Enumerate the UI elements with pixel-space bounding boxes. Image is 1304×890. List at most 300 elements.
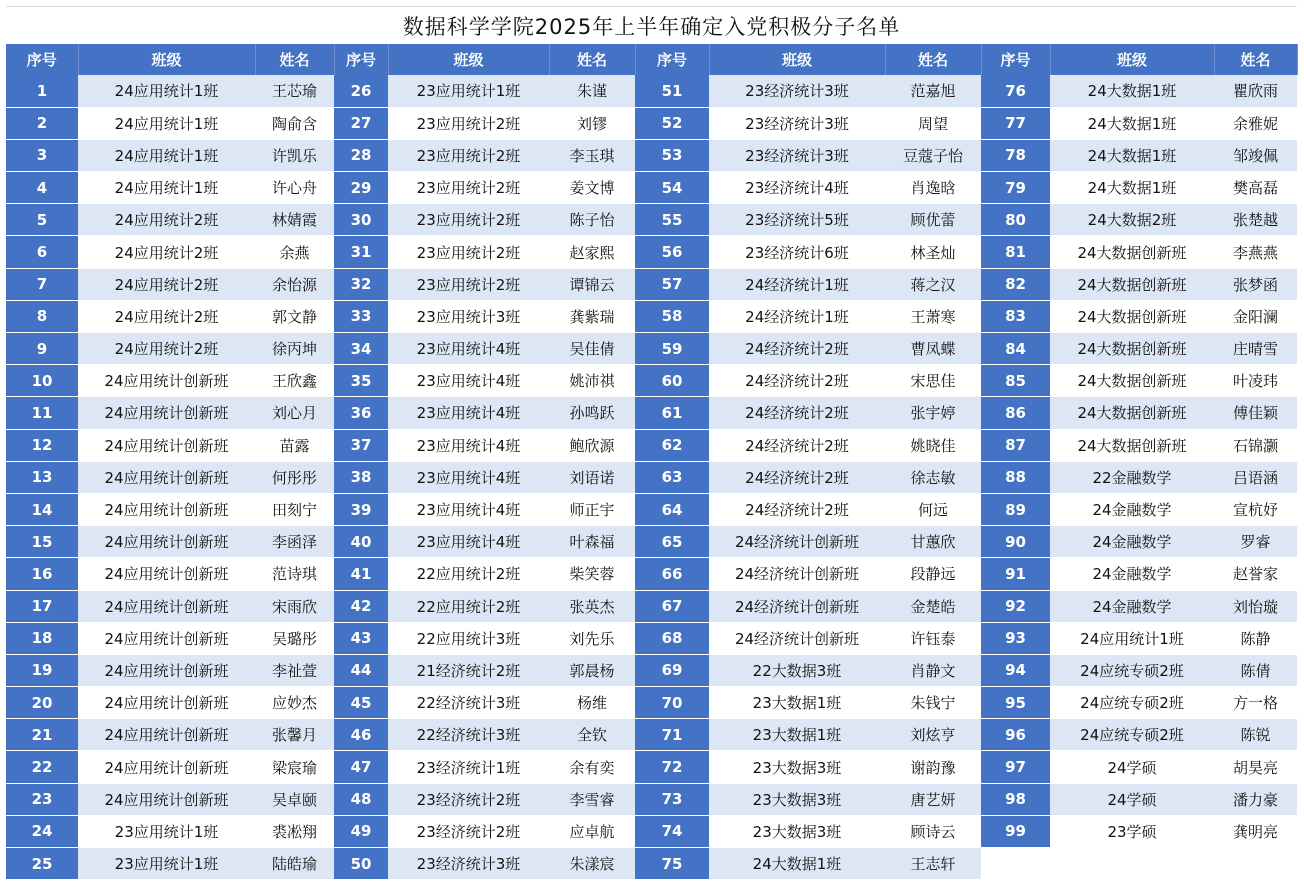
cell-seq[interactable]: 58: [635, 300, 709, 332]
cell-class[interactable]: 24应用统计创新班: [78, 622, 255, 654]
cell-name[interactable]: 瞿欣雨: [1214, 75, 1297, 107]
cell-seq[interactable]: 89: [981, 493, 1050, 525]
cell-class[interactable]: 24大数据创新班: [1050, 397, 1214, 429]
cell-class[interactable]: 24学硕: [1050, 783, 1214, 815]
cell-seq[interactable]: 69: [635, 654, 709, 686]
cell-seq[interactable]: 86: [981, 397, 1050, 429]
cell-name[interactable]: 龚明亮: [1214, 815, 1297, 847]
cell-seq[interactable]: 45: [334, 687, 388, 719]
cell-name[interactable]: 龚紫瑞: [549, 300, 635, 332]
cell-seq[interactable]: 65: [635, 526, 709, 558]
cell-class[interactable]: 24经济统计创新班: [709, 590, 885, 622]
cell-class[interactable]: 24应用统计1班: [78, 75, 255, 107]
cell-class[interactable]: 23经济统计3班: [709, 139, 885, 171]
cell-class[interactable]: 22应用统计3班: [388, 622, 549, 654]
cell-class[interactable]: 22经济统计3班: [388, 719, 549, 751]
cell-seq[interactable]: 2: [6, 107, 78, 139]
cell-seq[interactable]: 68: [635, 622, 709, 654]
cell-name[interactable]: 叶森福: [549, 526, 635, 558]
cell-name[interactable]: 傅佳颖: [1214, 397, 1297, 429]
cell-name[interactable]: 陆皓瑜: [255, 848, 334, 880]
cell-seq[interactable]: 77: [981, 107, 1050, 139]
cell-name[interactable]: 刘心月: [255, 397, 334, 429]
cell-class[interactable]: 24应用统计1班: [78, 107, 255, 139]
header-class[interactable]: 班级: [78, 44, 255, 75]
cell-class[interactable]: 24应用统计1班: [78, 172, 255, 204]
cell-name[interactable]: 李雪睿: [549, 783, 635, 815]
cell-name[interactable]: 豆蔻子怡: [885, 139, 981, 171]
cell-class[interactable]: 24应用统计1班: [78, 139, 255, 171]
cell-class[interactable]: 24大数据创新班: [1050, 236, 1214, 268]
cell-name[interactable]: 吴佳倩: [549, 333, 635, 365]
cell-name[interactable]: 徐志敏: [885, 461, 981, 493]
cell-seq[interactable]: 23: [6, 783, 78, 815]
cell-class[interactable]: 23应用统计4班: [388, 526, 549, 558]
cell-seq[interactable]: 21: [6, 719, 78, 751]
cell-class[interactable]: 23大数据1班: [709, 719, 885, 751]
header-seq[interactable]: 序号: [635, 44, 709, 75]
cell-name[interactable]: 唐艺妍: [885, 783, 981, 815]
cell-seq[interactable]: 10: [6, 365, 78, 397]
cell-name[interactable]: 肖静文: [885, 654, 981, 686]
header-name[interactable]: 姓名: [549, 44, 635, 75]
cell-class[interactable]: 22金融数学: [1050, 461, 1214, 493]
cell-seq[interactable]: 3: [6, 139, 78, 171]
cell-class[interactable]: 24经济统计2班: [709, 397, 885, 429]
cell-class[interactable]: 23应用统计1班: [388, 75, 549, 107]
cell-seq[interactable]: 24: [6, 815, 78, 847]
cell-name[interactable]: 范诗琪: [255, 558, 334, 590]
cell-name[interactable]: 吕语涵: [1214, 461, 1297, 493]
cell-class[interactable]: 24应用统计创新班: [78, 751, 255, 783]
cell-name[interactable]: 陈子怡: [549, 204, 635, 236]
empty-cell[interactable]: [981, 848, 1050, 880]
cell-seq[interactable]: 4: [6, 172, 78, 204]
cell-class[interactable]: 23应用统计2班: [388, 139, 549, 171]
cell-name[interactable]: 姜文博: [549, 172, 635, 204]
cell-name[interactable]: 郭文静: [255, 300, 334, 332]
cell-seq[interactable]: 94: [981, 654, 1050, 686]
cell-class[interactable]: 23经济统计1班: [388, 751, 549, 783]
cell-class[interactable]: 24大数据1班: [1050, 107, 1214, 139]
cell-class[interactable]: 23应用统计4班: [388, 493, 549, 525]
cell-class[interactable]: 24金融数学: [1050, 558, 1214, 590]
cell-seq[interactable]: 20: [6, 687, 78, 719]
cell-name[interactable]: 鲍欣源: [549, 429, 635, 461]
cell-name[interactable]: 谭锦云: [549, 268, 635, 300]
cell-name[interactable]: 陈锐: [1214, 719, 1297, 751]
cell-class[interactable]: 23经济统计3班: [709, 75, 885, 107]
cell-class[interactable]: 24金融数学: [1050, 526, 1214, 558]
cell-name[interactable]: 邹竣佩: [1214, 139, 1297, 171]
cell-class[interactable]: 24应用统计创新班: [78, 654, 255, 686]
cell-name[interactable]: 陈倩: [1214, 654, 1297, 686]
cell-name[interactable]: 陶俞含: [255, 107, 334, 139]
cell-class[interactable]: 24应用统计创新班: [78, 590, 255, 622]
cell-class[interactable]: 21经济统计2班: [388, 654, 549, 686]
cell-name[interactable]: 潘力豪: [1214, 783, 1297, 815]
cell-seq[interactable]: 5: [6, 204, 78, 236]
cell-name[interactable]: 林婧霞: [255, 204, 334, 236]
cell-class[interactable]: 24经济统计2班: [709, 333, 885, 365]
cell-seq[interactable]: 71: [635, 719, 709, 751]
cell-name[interactable]: 师正宇: [549, 493, 635, 525]
cell-class[interactable]: 23应用统计3班: [388, 300, 549, 332]
cell-seq[interactable]: 33: [334, 300, 388, 332]
cell-class[interactable]: 23经济统计6班: [709, 236, 885, 268]
cell-name[interactable]: 庄晴雪: [1214, 333, 1297, 365]
header-class[interactable]: 班级: [1050, 44, 1214, 75]
header-class[interactable]: 班级: [709, 44, 885, 75]
cell-class[interactable]: 23应用统计2班: [388, 204, 549, 236]
cell-class[interactable]: 24经济统计2班: [709, 493, 885, 525]
cell-seq[interactable]: 56: [635, 236, 709, 268]
cell-seq[interactable]: 48: [334, 783, 388, 815]
cell-name[interactable]: 宣杭妤: [1214, 493, 1297, 525]
cell-seq[interactable]: 75: [635, 848, 709, 880]
cell-class[interactable]: 23应用统计4班: [388, 333, 549, 365]
cell-seq[interactable]: 7: [6, 268, 78, 300]
header-name[interactable]: 姓名: [885, 44, 981, 75]
cell-class[interactable]: 22应用统计2班: [388, 558, 549, 590]
cell-seq[interactable]: 52: [635, 107, 709, 139]
cell-name[interactable]: 应卓航: [549, 815, 635, 847]
cell-class[interactable]: 24应统专硕2班: [1050, 719, 1214, 751]
cell-seq[interactable]: 15: [6, 526, 78, 558]
cell-seq[interactable]: 53: [635, 139, 709, 171]
cell-class[interactable]: 24应用统计2班: [78, 333, 255, 365]
cell-name[interactable]: 王志轩: [885, 848, 981, 880]
cell-seq[interactable]: 92: [981, 590, 1050, 622]
cell-name[interactable]: 宋思佳: [885, 365, 981, 397]
cell-name[interactable]: 宋雨欣: [255, 590, 334, 622]
cell-name[interactable]: 许凯乐: [255, 139, 334, 171]
cell-class[interactable]: 23大数据3班: [709, 783, 885, 815]
cell-name[interactable]: 全钦: [549, 719, 635, 751]
cell-class[interactable]: 23应用统计4班: [388, 397, 549, 429]
cell-name[interactable]: 张梦函: [1214, 268, 1297, 300]
cell-seq[interactable]: 61: [635, 397, 709, 429]
cell-seq[interactable]: 27: [334, 107, 388, 139]
cell-name[interactable]: 朱漾宸: [549, 848, 635, 880]
cell-name[interactable]: 孙鸣跃: [549, 397, 635, 429]
cell-class[interactable]: 23经济统计4班: [709, 172, 885, 204]
cell-name[interactable]: 林圣灿: [885, 236, 981, 268]
cell-name[interactable]: 吴璐彤: [255, 622, 334, 654]
cell-name[interactable]: 朱谨: [549, 75, 635, 107]
cell-seq[interactable]: 67: [635, 590, 709, 622]
cell-seq[interactable]: 59: [635, 333, 709, 365]
cell-name[interactable]: 樊高磊: [1214, 172, 1297, 204]
cell-class[interactable]: 24应用统计创新班: [78, 558, 255, 590]
cell-name[interactable]: 范嘉旭: [885, 75, 981, 107]
cell-name[interactable]: 田刻宁: [255, 493, 334, 525]
cell-seq[interactable]: 83: [981, 300, 1050, 332]
cell-class[interactable]: 23应用统计2班: [388, 172, 549, 204]
cell-class[interactable]: 23大数据3班: [709, 751, 885, 783]
cell-seq[interactable]: 64: [635, 493, 709, 525]
cell-class[interactable]: 24应统专硕2班: [1050, 654, 1214, 686]
cell-name[interactable]: 张英杰: [549, 590, 635, 622]
cell-name[interactable]: 金阳澜: [1214, 300, 1297, 332]
cell-seq[interactable]: 42: [334, 590, 388, 622]
cell-seq[interactable]: 28: [334, 139, 388, 171]
header-name[interactable]: 姓名: [1214, 44, 1297, 75]
cell-seq[interactable]: 72: [635, 751, 709, 783]
cell-name[interactable]: 张楚越: [1214, 204, 1297, 236]
cell-seq[interactable]: 49: [334, 815, 388, 847]
cell-name[interactable]: 赵誉家: [1214, 558, 1297, 590]
cell-class[interactable]: 24经济统计1班: [709, 300, 885, 332]
cell-class[interactable]: 24经济统计2班: [709, 365, 885, 397]
cell-class[interactable]: 24应用统计2班: [78, 268, 255, 300]
cell-seq[interactable]: 8: [6, 300, 78, 332]
cell-name[interactable]: 应妙杰: [255, 687, 334, 719]
cell-class[interactable]: 23经济统计2班: [388, 783, 549, 815]
header-seq[interactable]: 序号: [981, 44, 1050, 75]
cell-class[interactable]: 24经济统计2班: [709, 429, 885, 461]
cell-seq[interactable]: 32: [334, 268, 388, 300]
cell-class[interactable]: 24应用统计创新班: [78, 719, 255, 751]
cell-name[interactable]: 余有奕: [549, 751, 635, 783]
cell-name[interactable]: 谢韵豫: [885, 751, 981, 783]
cell-seq[interactable]: 57: [635, 268, 709, 300]
cell-seq[interactable]: 81: [981, 236, 1050, 268]
cell-class[interactable]: 24学硕: [1050, 751, 1214, 783]
cell-seq[interactable]: 43: [334, 622, 388, 654]
cell-seq[interactable]: 50: [334, 848, 388, 880]
cell-class[interactable]: 23应用统计2班: [388, 268, 549, 300]
cell-seq[interactable]: 11: [6, 397, 78, 429]
cell-class[interactable]: 24大数据2班: [1050, 204, 1214, 236]
cell-name[interactable]: 王萧寒: [885, 300, 981, 332]
cell-class[interactable]: 24金融数学: [1050, 493, 1214, 525]
cell-seq[interactable]: 93: [981, 622, 1050, 654]
cell-name[interactable]: 姚晓佳: [885, 429, 981, 461]
cell-class[interactable]: 24经济统计创新班: [709, 526, 885, 558]
cell-name[interactable]: 柴笑蓉: [549, 558, 635, 590]
cell-name[interactable]: 裘凇翔: [255, 815, 334, 847]
cell-seq[interactable]: 73: [635, 783, 709, 815]
cell-name[interactable]: 金楚皓: [885, 590, 981, 622]
cell-name[interactable]: 余雅妮: [1214, 107, 1297, 139]
cell-class[interactable]: 24大数据创新班: [1050, 268, 1214, 300]
cell-seq[interactable]: 26: [334, 75, 388, 107]
cell-class[interactable]: 24应统专硕2班: [1050, 687, 1214, 719]
cell-seq[interactable]: 29: [334, 172, 388, 204]
cell-class[interactable]: 24经济统计2班: [709, 461, 885, 493]
cell-name[interactable]: 李函泽: [255, 526, 334, 558]
cell-class[interactable]: 24应用统计创新班: [78, 429, 255, 461]
cell-seq[interactable]: 22: [6, 751, 78, 783]
cell-class[interactable]: 23应用统计4班: [388, 461, 549, 493]
cell-class[interactable]: 23应用统计1班: [78, 815, 255, 847]
empty-cell[interactable]: [1214, 848, 1297, 880]
cell-seq[interactable]: 76: [981, 75, 1050, 107]
cell-name[interactable]: 罗睿: [1214, 526, 1297, 558]
cell-seq[interactable]: 1: [6, 75, 78, 107]
cell-seq[interactable]: 36: [334, 397, 388, 429]
cell-name[interactable]: 余燕: [255, 236, 334, 268]
cell-seq[interactable]: 80: [981, 204, 1050, 236]
cell-class[interactable]: 24经济统计1班: [709, 268, 885, 300]
cell-seq[interactable]: 38: [334, 461, 388, 493]
cell-seq[interactable]: 12: [6, 429, 78, 461]
cell-seq[interactable]: 55: [635, 204, 709, 236]
cell-class[interactable]: 23应用统计4班: [388, 429, 549, 461]
cell-name[interactable]: 许心舟: [255, 172, 334, 204]
cell-class[interactable]: 24应用统计创新班: [78, 526, 255, 558]
cell-seq[interactable]: 84: [981, 333, 1050, 365]
cell-seq[interactable]: 14: [6, 493, 78, 525]
cell-class[interactable]: 24应用统计创新班: [78, 783, 255, 815]
cell-seq[interactable]: 35: [334, 365, 388, 397]
cell-name[interactable]: 陈静: [1214, 622, 1297, 654]
cell-class[interactable]: 24金融数学: [1050, 590, 1214, 622]
cell-class[interactable]: 24应用统计2班: [78, 300, 255, 332]
cell-name[interactable]: 梁宸瑜: [255, 751, 334, 783]
cell-name[interactable]: 段静远: [885, 558, 981, 590]
cell-name[interactable]: 何彤彤: [255, 461, 334, 493]
header-seq[interactable]: 序号: [334, 44, 388, 75]
cell-class[interactable]: 22经济统计3班: [388, 687, 549, 719]
cell-seq[interactable]: 85: [981, 365, 1050, 397]
cell-seq[interactable]: 88: [981, 461, 1050, 493]
header-name[interactable]: 姓名: [255, 44, 334, 75]
cell-seq[interactable]: 90: [981, 526, 1050, 558]
cell-seq[interactable]: 40: [334, 526, 388, 558]
header-class[interactable]: 班级: [388, 44, 549, 75]
cell-seq[interactable]: 17: [6, 590, 78, 622]
cell-name[interactable]: 李燕燕: [1214, 236, 1297, 268]
cell-class[interactable]: 24大数据创新班: [1050, 365, 1214, 397]
cell-class[interactable]: 23经济统计3班: [709, 107, 885, 139]
cell-name[interactable]: 顾诗云: [885, 815, 981, 847]
cell-name[interactable]: 王芯瑜: [255, 75, 334, 107]
cell-name[interactable]: 周望: [885, 107, 981, 139]
cell-seq[interactable]: 82: [981, 268, 1050, 300]
cell-seq[interactable]: 98: [981, 783, 1050, 815]
cell-seq[interactable]: 44: [334, 654, 388, 686]
cell-name[interactable]: 赵家熙: [549, 236, 635, 268]
cell-seq[interactable]: 13: [6, 461, 78, 493]
cell-name[interactable]: 朱钱宁: [885, 687, 981, 719]
cell-seq[interactable]: 30: [334, 204, 388, 236]
cell-class[interactable]: 23学硕: [1050, 815, 1214, 847]
cell-class[interactable]: 24大数据创新班: [1050, 300, 1214, 332]
cell-name[interactable]: 石锦灏: [1214, 429, 1297, 461]
cell-class[interactable]: 24大数据创新班: [1050, 429, 1214, 461]
cell-seq[interactable]: 18: [6, 622, 78, 654]
cell-seq[interactable]: 25: [6, 848, 78, 880]
cell-name[interactable]: 王欣鑫: [255, 365, 334, 397]
cell-seq[interactable]: 79: [981, 172, 1050, 204]
cell-name[interactable]: 许钰泰: [885, 622, 981, 654]
cell-name[interactable]: 余怡源: [255, 268, 334, 300]
cell-name[interactable]: 蒋之汉: [885, 268, 981, 300]
cell-seq[interactable]: 63: [635, 461, 709, 493]
cell-name[interactable]: 叶凌玮: [1214, 365, 1297, 397]
cell-seq[interactable]: 46: [334, 719, 388, 751]
cell-class[interactable]: 23经济统计2班: [388, 815, 549, 847]
cell-class[interactable]: 24应用统计创新班: [78, 461, 255, 493]
cell-seq[interactable]: 78: [981, 139, 1050, 171]
cell-seq[interactable]: 31: [334, 236, 388, 268]
cell-seq[interactable]: 66: [635, 558, 709, 590]
cell-seq[interactable]: 19: [6, 654, 78, 686]
cell-name[interactable]: 顾优蕾: [885, 204, 981, 236]
cell-seq[interactable]: 34: [334, 333, 388, 365]
cell-name[interactable]: 张宇婷: [885, 397, 981, 429]
cell-name[interactable]: 刘怡璇: [1214, 590, 1297, 622]
cell-name[interactable]: 何远: [885, 493, 981, 525]
cell-seq[interactable]: 37: [334, 429, 388, 461]
cell-class[interactable]: 22大数据3班: [709, 654, 885, 686]
cell-name[interactable]: 刘先乐: [549, 622, 635, 654]
cell-name[interactable]: 张馨月: [255, 719, 334, 751]
cell-class[interactable]: 23大数据3班: [709, 815, 885, 847]
cell-seq[interactable]: 47: [334, 751, 388, 783]
cell-class[interactable]: 23经济统计5班: [709, 204, 885, 236]
cell-seq[interactable]: 99: [981, 815, 1050, 847]
cell-class[interactable]: 23大数据1班: [709, 687, 885, 719]
cell-seq[interactable]: 41: [334, 558, 388, 590]
cell-seq[interactable]: 54: [635, 172, 709, 204]
cell-name[interactable]: 姚沛祺: [549, 365, 635, 397]
cell-seq[interactable]: 62: [635, 429, 709, 461]
cell-class[interactable]: 24大数据1班: [709, 848, 885, 880]
cell-seq[interactable]: 16: [6, 558, 78, 590]
cell-name[interactable]: 李玉琪: [549, 139, 635, 171]
cell-seq[interactable]: 96: [981, 719, 1050, 751]
cell-seq[interactable]: 51: [635, 75, 709, 107]
cell-class[interactable]: 24应用统计2班: [78, 204, 255, 236]
cell-class[interactable]: 23应用统计4班: [388, 365, 549, 397]
cell-class[interactable]: 24应用统计创新班: [78, 687, 255, 719]
cell-name[interactable]: 刘语诺: [549, 461, 635, 493]
cell-seq[interactable]: 91: [981, 558, 1050, 590]
cell-class[interactable]: 24经济统计创新班: [709, 558, 885, 590]
cell-seq[interactable]: 6: [6, 236, 78, 268]
cell-class[interactable]: 24应用统计创新班: [78, 397, 255, 429]
cell-class[interactable]: 24应用统计创新班: [78, 365, 255, 397]
cell-name[interactable]: 杨维: [549, 687, 635, 719]
cell-class[interactable]: 24大数据1班: [1050, 139, 1214, 171]
cell-class[interactable]: 24大数据创新班: [1050, 333, 1214, 365]
cell-seq[interactable]: 70: [635, 687, 709, 719]
cell-name[interactable]: 郭晨杨: [549, 654, 635, 686]
cell-name[interactable]: 李祉萱: [255, 654, 334, 686]
cell-class[interactable]: 24应用统计1班: [1050, 622, 1214, 654]
cell-name[interactable]: 刘炫亨: [885, 719, 981, 751]
cell-class[interactable]: 23经济统计3班: [388, 848, 549, 880]
cell-name[interactable]: 甘蕙欣: [885, 526, 981, 558]
header-seq[interactable]: 序号: [6, 44, 78, 75]
cell-seq[interactable]: 87: [981, 429, 1050, 461]
cell-class[interactable]: 23应用统计1班: [78, 848, 255, 880]
cell-seq[interactable]: 97: [981, 751, 1050, 783]
cell-class[interactable]: 24应用统计2班: [78, 236, 255, 268]
empty-cell[interactable]: [1050, 848, 1214, 880]
cell-seq[interactable]: 74: [635, 815, 709, 847]
cell-name[interactable]: 方一格: [1214, 687, 1297, 719]
cell-class[interactable]: 24大数据1班: [1050, 172, 1214, 204]
cell-seq[interactable]: 95: [981, 687, 1050, 719]
cell-class[interactable]: 22应用统计2班: [388, 590, 549, 622]
cell-name[interactable]: 胡昊亮: [1214, 751, 1297, 783]
cell-seq[interactable]: 60: [635, 365, 709, 397]
cell-name[interactable]: 吴卓颐: [255, 783, 334, 815]
